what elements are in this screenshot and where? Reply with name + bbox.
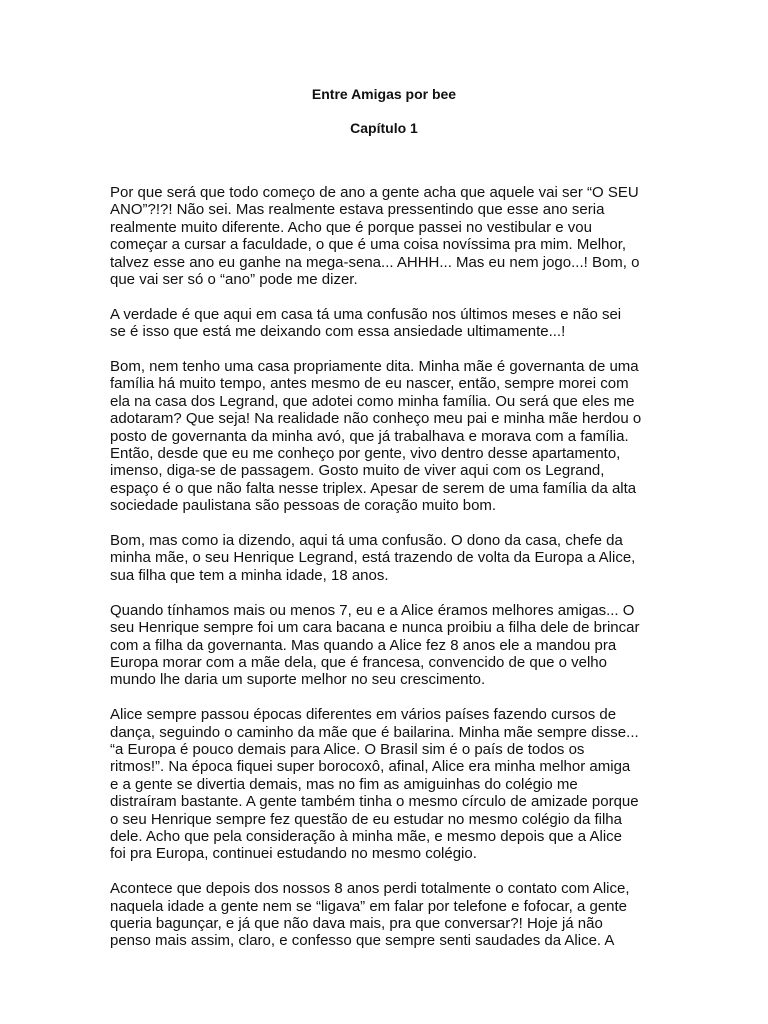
paragraph bbox=[110, 184, 690, 288]
paragraph bbox=[110, 532, 690, 584]
text-line: e a gente se divertia demais, mas no fim as amiguinhas do colégio me bbox=[110, 775, 578, 793]
text-line: foi pra Europa, continuei estudando no mesmo colégio. bbox=[110, 845, 477, 863]
text-line: ANO”?!?! Não sei. Mas realmente estava pressentindo que esse ano seria bbox=[110, 201, 605, 219]
paragraph bbox=[110, 306, 690, 341]
paragraph bbox=[110, 880, 690, 950]
text-line: Bom, nem tenho uma casa propriamente dita. Minha mãe é governanta de uma bbox=[110, 358, 639, 376]
text-line: queria bagunçar, e já que não dava mais, pra que conversar?! Hoje já não bbox=[110, 914, 603, 932]
text-line: dele. Acho que pela consideração à minha mãe, e mesmo depois que a Alice bbox=[110, 827, 622, 845]
text-line: minha mãe, o seu Henrique Legrand, está trazendo de volta da Europa a Alice, bbox=[110, 549, 636, 567]
text-line: espaço é o que não falta nesse triplex. Apesar de serem de uma família da alta bbox=[110, 479, 637, 497]
text-line: ela na casa dos Legrand, que adotei como minha família. Ou será que eles me bbox=[110, 392, 635, 410]
text-line: ritmos!”. Na época fiquei super borocoxô, afinal, Alice era minha melhor amiga bbox=[110, 758, 631, 776]
text-line: “a Europa é pouco demais para Alice. O Brasil sim é o país de todos os bbox=[110, 740, 585, 758]
paragraph bbox=[110, 358, 690, 515]
text-line: Então, desde que eu me conheço por gente, vivo dentro desse apartamento, bbox=[110, 445, 621, 463]
text-line: Alice sempre passou épocas diferentes em vários países fazendo cursos de bbox=[110, 706, 617, 724]
chapter-heading: Capítulo 1 bbox=[350, 120, 418, 136]
text-line: Acontece que depois dos nossos 8 anos perdi totalmente o contato com Alice, bbox=[110, 880, 630, 898]
text-line: posto de governanta da minha avó, que já trabalhava e morava com a família. bbox=[110, 427, 629, 445]
text-line: o seu Henrique sempre fez questão de eu estudar no mesmo colégio da filha bbox=[110, 810, 622, 828]
paragraph bbox=[110, 706, 690, 863]
text-line: começar a cursar a faculdade, o que é uma coisa novíssima pra mim. Melhor, bbox=[110, 236, 627, 254]
text-line: seu Henrique sempre foi um cara bacana e nunca proibiu a filha dele de brincar bbox=[110, 619, 640, 637]
paragraph bbox=[110, 602, 690, 689]
text-line: naquela idade a gente nem se “ligava” em falar por telefone e fofocar, a gente bbox=[110, 897, 628, 915]
text-line: que vai ser só o “ano” pode me dizer. bbox=[110, 271, 358, 289]
document-body bbox=[110, 184, 690, 967]
text-line: Por que será que todo começo de ano a gente acha que aquele vai ser “O SEU bbox=[110, 184, 639, 201]
text-line: se é isso que está me deixando com essa ansiedade ultimamente...! bbox=[110, 323, 566, 341]
text-line: Europa morar com a mãe dela, que é francesa, convencido de que o velho bbox=[110, 653, 607, 671]
document-title: Entre Amigas por bee bbox=[311, 86, 457, 102]
text-line: Quando tínhamos mais ou menos 7, eu e a Alice éramos melhores amigas... O bbox=[110, 601, 635, 619]
text-line: penso mais assim, claro, e confesso que sempre senti saudades da Alice. A bbox=[110, 932, 615, 950]
text-line: distraíram bastante. A gente também tinha o mesmo círculo de amizade porque bbox=[110, 793, 639, 811]
text-line: adotaram? Que seja! Na realidade não conheço meu pai e minha mãe herdou o bbox=[110, 410, 642, 428]
text-line: talvez esse ano eu ganhe na mega-sena... AHHH... Mas eu nem jogo...! Bom, o bbox=[110, 253, 640, 271]
text-line: A verdade é que aqui em casa tá uma confusão nos últimos meses e não sei bbox=[110, 305, 622, 323]
text-line: família há muito tempo, antes mesmo de eu nascer, então, sempre morei com bbox=[110, 375, 629, 393]
text-line: mundo lhe daria um suporte melhor no seu crescimento. bbox=[110, 671, 486, 689]
text-line: dança, seguindo o caminho da mãe que é bailarina. Minha mãe sempre disse... bbox=[110, 723, 639, 741]
text-line: Bom, mas como ia dizendo, aqui tá uma confusão. O dono da casa, chefe da bbox=[110, 532, 623, 550]
text-line: sociedade paulistana são pessoas de coração muito bom. bbox=[110, 497, 497, 515]
text-line: imenso, diga-se de passagem. Gosto muito de viver aqui com os Legrand, bbox=[110, 462, 605, 480]
text-line: realmente muito diferente. Acho que é porque passei no vestibular e vou bbox=[110, 218, 592, 236]
text-line: sua filha que tem a minha idade, 18 anos. bbox=[110, 566, 389, 584]
text-line: com a filha da governanta. Mas quando a Alice fez 8 anos ele a mandou pra bbox=[110, 636, 617, 654]
